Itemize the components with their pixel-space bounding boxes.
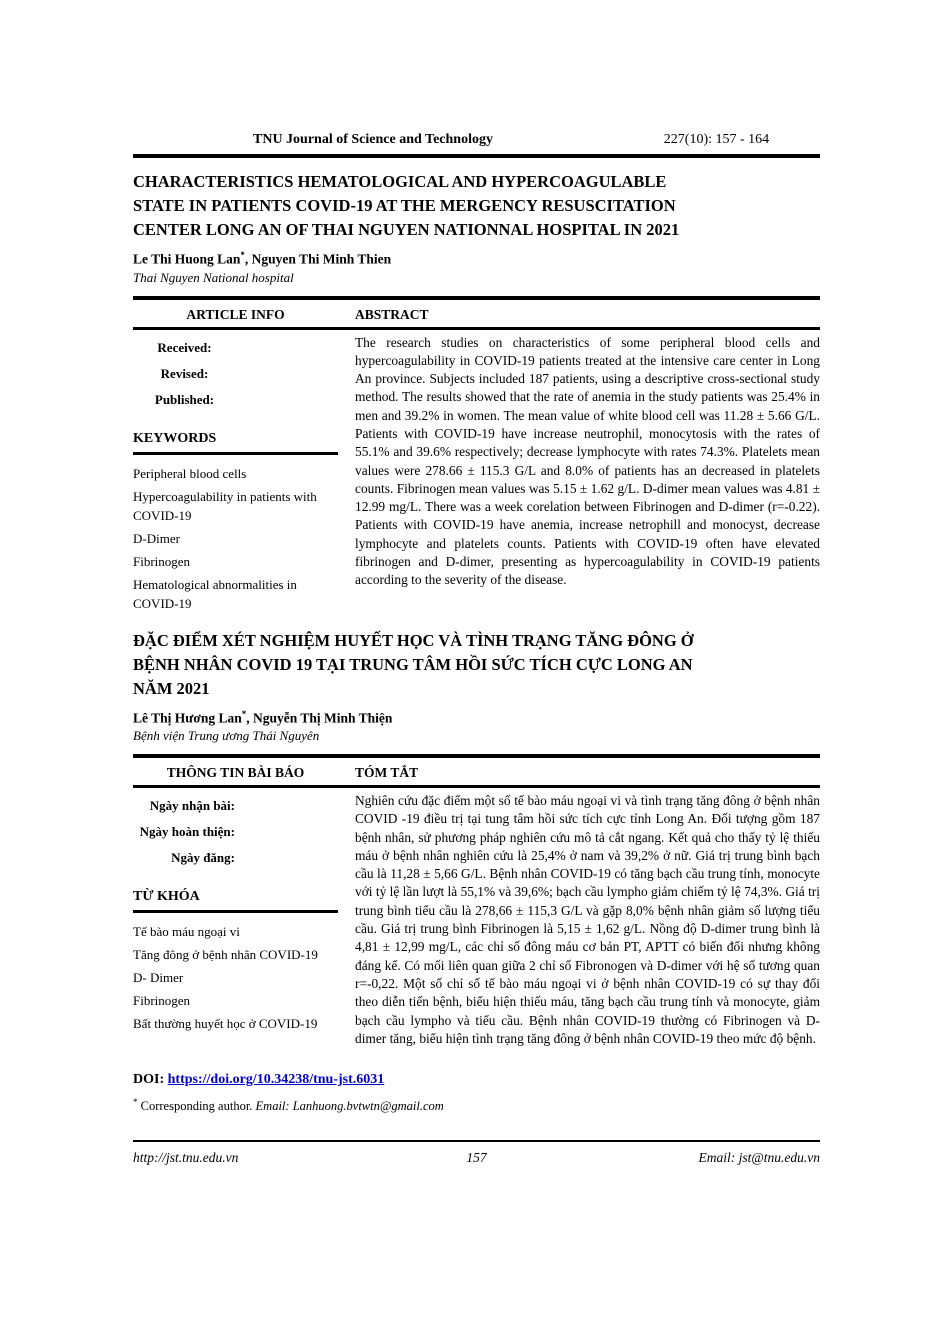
affiliation-english: Thai Nguyen National hospital [133,269,294,285]
footnote-marker: * [133,1097,138,1108]
keywords-heading-vietnamese: TỪ KHÓA [133,889,200,904]
abstract-heading: TÓM TẮT [355,765,419,780]
abstract-text-vietnamese: Nghiên cứu đặc điểm một số tế bào máu ngoại vi và tình trạng tăng đông ở bệnh nhân COVID -19 điều trị tại tung tâm hồi sức tích cực tỉnh Long An. Đối tượng gồm 187 bệnh nhân, sử phương pháp nghiên cứu mô tả cắt ngang. Kết quả cho thấy tỷ lệ thiếu máu ở bệnh nhân nghiên cứu là 25,4% ở nam và 39,2% ở nữ. Giá trị trung bình bạch cầu là 11,28 ± 5,66 G/L. Bệnh nhân COVID-19 có tăng bạch cầu trung tính, monocyte với tỷ lệ lần lượt là 55,1% và 39,6%; bạch cầu lympho giảm chiếm tỷ lệ 74,3%. Giá trị trung bình tiểu cầu là 278,66 ± 115,3 G/L và gặp 8,0% bệnh nhân giảm số lượng tiểu cầu. Giá trị trung bình Fibrinogen là 5,15 ± 1,62 g/L. Nồng độ D-dimer trung bình là 4,81 ± 12,99 mg/L, các chỉ số đông máu cơ bản PT, APTT có biến đổi nhưng không đáng kể. Có mối liên quan giữa 2 chỉ số Fibronogen và D-dimer với hệ số tương quan r=-0,22. Một số chỉ số tế bào máu ngoại vi ở bệnh nhân COVID-19 có sự thay đổi theo diễn tiến bệnh, biểu hiện thiếu máu, tăng bạch cầu trung tính và monocyte, giảm bạch cầu lympho và tiểu cầu. Bệnh nhân COVID-19 thường có Fibrinogen và D-dimer tăng, biểu hiện tình trạng tăng đông ở bệnh nhân COVID-19 theo mức độ bệnh. [355,793,820,1046]
keywords-list-english [133,464,338,613]
keywords-heading-english: KEYWORDS [133,430,217,446]
article-title-line: ĐẶC ĐIỂM XÉT NGHIỆM HUYẾT HỌC VÀ TÌNH TRẠNG TĂNG ĐÔNG Ở [133,630,694,650]
keyword-item: Tế bào máu ngoại vi [133,924,240,939]
authors-vietnamese [133,709,820,727]
journal-header [133,131,820,149]
article-info-column-english [133,334,338,617]
keyword-item: Tăng đông ở bệnh nhân COVID-19 [133,947,318,962]
doi-label: DOI: [133,1072,165,1088]
affiliation-vietnamese: Bệnh viện Trung ương Thái Nguyên [133,728,320,743]
keywords-list-vietnamese [133,922,338,1033]
article-title-line: CHARACTERISTICS HEMATOLOGICAL AND HYPERCOAGULABLE [133,172,667,191]
page-content [133,131,820,1166]
keywords-divider [133,910,338,913]
received-label: Received: [157,339,212,355]
page-footer [133,1149,820,1166]
article-title-vietnamese [133,629,820,701]
article-title-line: NĂM 2021 [133,678,210,698]
article-title-line: CENTER LONG AN OF THAI NGUYEN NATIONNAL HOSPITAL IN 2021 [133,220,680,239]
article-info-header-row-english [133,306,820,323]
table-header-divider [133,327,820,330]
footnote-text: Corresponding author. [137,1099,256,1114]
author-name: Le Thi Huong Lan [133,251,241,267]
authors-english [133,250,820,268]
corresponding-author-email: Email: Lanhuong.bvtwtn@gmail.com [255,1099,444,1114]
header-divider [133,154,820,158]
keyword-item: Fibrinogen [133,993,191,1008]
article-info-heading: ARTICLE INFO [186,306,285,322]
revised-label-vi: Ngày hoàn thiện: [139,824,235,839]
article-title-line: BỆNH NHÂN COVID 19 TẠI TRUNG TÂM HỒI SỨC TÍCH CỰC LONG AN [133,654,693,674]
table-header-divider [133,785,820,788]
journal-website: http://jst.tnu.edu.vn [133,1150,239,1166]
corresponding-author-footnote [133,1097,820,1114]
abstract-heading: ABSTRACT [355,306,429,322]
journal-name: TNU Journal of Science and Technology [253,132,493,147]
article-title-english [133,170,820,242]
keyword-item: Peripheral blood cells [133,465,247,481]
corresponding-author-marker: * [241,708,247,719]
abstract-text-english: The research studies on characteristics of some peripheral blood cells and hypercoagulability in COVID-19 patients treated at the intensive care center in Long An province. Subjects included 187 patients, using a descriptive cross-sectional study method. The results showed that the rate of anemia in the study patients was 25.4% in men and 39.2% in women. The mean value of white blood cell was 11.28 ± 5.66 G/L. Patients with COVID-19 have increase neutrophil, monocytosis with the rates of 55.1% and 39.6% respectively; decrease lymphocyte with rates 74.3%. Platelets mean values were 278.66 ± 115.3 G/L and 8.0% of patients has an decreased in platelets counts. Fibrinogen mean values was 5.15 ± 1.62 g/L. D-dimer mean values was 4.81 ± 12.99 mg/L. There was a week corelation between Fibrinogen and D-dimer (r=-0.22). Patients with COVID-19 have anemia, increase netrophill and monocyst, decrease lymphocyte and platelets counts. Patients with COVID-19 often have elevated fibrinogen and D-dimer, presenting as hypercoagulability in COVID-19 patients according to the severity of the disease. [355,334,820,588]
author-name: , Nguyen Thi Minh Thien [244,251,392,267]
received-label-vi: Ngày nhận bài: [149,798,235,813]
published-label-vi: Ngày đăng: [171,850,235,865]
keyword-item: Fibrinogen [133,553,191,569]
keyword-item: Hematological abnormalities in COVID-19 [133,576,297,611]
journal-email: Email: jst@tnu.edu.vn [698,1150,820,1166]
keyword-item: D- Dimer [133,970,184,985]
article-info-header-row-vietnamese [133,764,820,781]
abstract-column-english [355,334,820,590]
article-info-column-vietnamese [133,792,338,1037]
corresponding-author-marker: * [240,250,245,260]
abstract-column-vietnamese [355,792,820,1048]
keyword-item: Bất thường huyết học ở COVID-19 [133,1016,318,1031]
keyword-item: D-Dimer [133,530,180,546]
author-name: , Nguyễn Thị Minh Thiện [246,710,393,725]
revised-label: Revised: [160,365,209,381]
keywords-divider [133,452,338,455]
section-divider [133,754,820,758]
article-info-body-english [133,334,820,617]
doi-row [133,1072,820,1088]
section-divider [133,296,820,300]
issue-info: 227(10): 157 - 164 [663,132,770,147]
article-info-body-vietnamese [133,792,820,1048]
author-name: Lê Thị Hương Lan [133,710,242,725]
keyword-item: Hypercoagulability in patients with COVID-19 [133,488,317,523]
published-label: Published: [154,391,215,407]
page-number: 157 [466,1150,487,1166]
doi-link[interactable]: https://doi.org/10.34238/tnu-jst.6031 [167,1072,385,1088]
article-title-line: STATE IN PATIENTS COVID-19 AT THE MERGENCY RESUSCITATION [133,196,676,215]
article-info-heading: THÔNG TIN BÀI BÁO [166,765,305,780]
footer-divider [133,1140,820,1142]
